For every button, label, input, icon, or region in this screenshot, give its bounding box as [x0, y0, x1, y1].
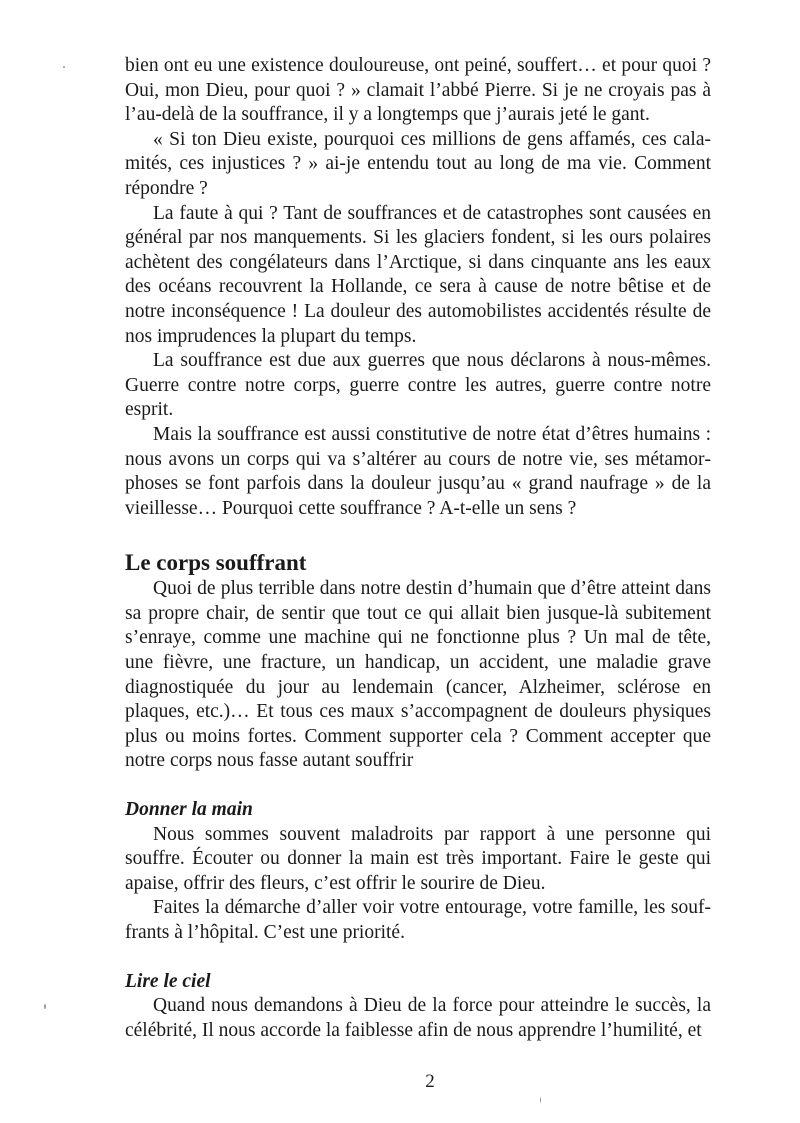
paragraph-intro-1: bien ont eu une existence douloureuse, ont peiné, souffert… et pour quoi ? Oui, mon Dieu, pour quoi ? » clamait l’abbé Pierre. Si je ne croyais pas à l’au-delà de la souffrance, il y a longtemps que j’aurais jeté le gant.: [125, 55, 711, 126]
section-paragraph: Quoi de plus terrible dans notre destin d’humain que d’être atteint dans sa propre chair, de sentir que tout ce qui allait bien jusque-là subitement s’enraye, comme une machine qui ne fonctionne plus ? Un mal de tête, une fièvre, une fracture, un handicap, un accident, une maladie grave diagnostiquée du jour au lendemain (cancer, Alzheimer, sclérose en plaques, etc.)… Et tous ces maux s’accompagnent de douleurs physiques plus ou moins fortes. Comment supporter cela ? Comment accepter que notre corps nous fasse autant souffrir: [125, 578, 711, 772]
scan-speck-top-left: [63, 66, 65, 68]
paragraph-intro-2: « Si ton Dieu existe, pourquoi ces millions de gens affamés, ces calamités, ces injustices ? » ai-je entendu tout au long de ma vie. Comment répondre ?: [125, 128, 711, 199]
paragraph-intro-3: La faute à qui ? Tant de souffrances et de catastrophes sont causées en général par nos manquements. Si les glaciers fondent, si les ours polaires achètent des congélateurs dans l’Arctique, si dans cinquante ans les eaux des océans recouvrent la Hollande, ce sera à cause de notre bêtise et de notre inconséquence ! La douleur des automobilistes accidentés résulte de nos imprudences la plupart du temps.: [125, 202, 711, 347]
scan-speck-left: [44, 1004, 46, 1009]
subsection-1-paragraph-2: Faites la démarche d’aller voir votre entourage, votre famille, les souffrants à l’hôpital. C’est une priorité.: [125, 897, 711, 943]
subsection-2-paragraph-1: Quand nous demandons à Dieu de la force pour atteindre le succès, la célébrité, Il nous accorde la faiblesse afin de nous apprendre l’humilité, et: [125, 995, 711, 1041]
page-number: 2: [425, 1071, 435, 1092]
section-heading: Le corps souffrant: [125, 550, 307, 576]
subsection-heading-lire-le-ciel: Lire le ciel: [125, 970, 211, 992]
paragraph-intro-5: Mais la souffrance est aussi constitutive de notre état d’êtres humains : nous avons un corps qui va s’altérer au cours de notre vie, ses métamorphoses se font parfois dans la douleur jusqu’au « grand naufrage » de la vieillesse… Pourquoi cette souffrance ? A-t-elle un sens ?: [125, 423, 711, 519]
scan-speck-bottom: [540, 1097, 541, 1103]
paragraph-intro-4: La souffrance est due aux guerres que nous déclarons à nous-mêmes. Guerre contre notre corps, guerre contre les autres, guerre contre notre esprit.: [125, 350, 711, 421]
subsection-heading-donner-la-main: Donner la main: [125, 799, 253, 821]
body-text: [125, 54, 711, 1043]
subsection-1-paragraph-1: Nous sommes souvent maladroits par rapport à une personne qui souffre. Écouter ou donner la main est très important. Faire le geste qui apaise, offrir des fleurs, c’est offrir le sourire de Dieu.: [125, 823, 711, 894]
